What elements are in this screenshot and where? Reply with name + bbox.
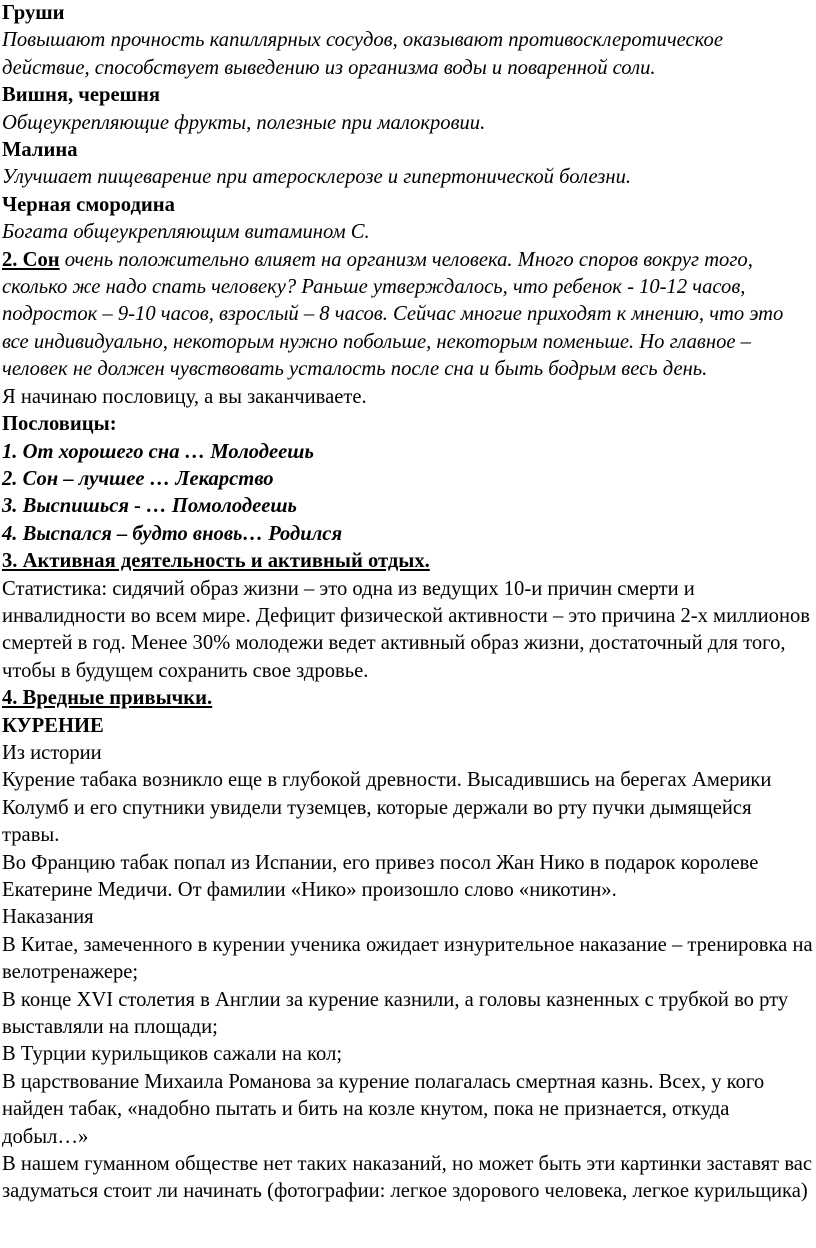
fruit-name-cherry: Вишня, черешня bbox=[2, 84, 161, 107]
proverb-intro: Я начинаю пословицу, а вы заканчиваете. bbox=[2, 385, 367, 408]
proverb-item: 1. От хорошего сна … Молодеешь bbox=[2, 440, 314, 463]
sleep-paragraph bbox=[2, 247, 814, 384]
sleep-text: очень положительно влияет на организм человека. Много споров вокруг того, сколько же надо спать человеку? Раньше утверждалось, что ребенок - 10-12 часов, подросток – 9-10 часов, взрослый – 8 часов. Сейчас многие приходят к мнению, что это все индивидуально, некоторым нужно побольше, некоторым поменьше. Но главное – человек не должен чувствовать усталость после сна и быть бодрым весь день. bbox=[2, 248, 784, 381]
fruit-desc-cherry: Общеукрепляющие фрукты, полезные при малокровии. bbox=[2, 111, 486, 134]
sleep-heading: 2. Сон bbox=[2, 248, 60, 271]
smoking-title: КУРЕНИЕ bbox=[2, 714, 104, 737]
habits-heading: 4. Вредные привычки. bbox=[2, 687, 213, 710]
fruit-name-pears: Груши bbox=[2, 2, 65, 24]
punishment-item: В царствование Михаила Романова за курение полагалась смертная казнь. Всех, у кого найден табак, «надобно пытать и бить на козле кнутом, пока не признается, откуда добыл…» bbox=[2, 1070, 765, 1148]
fruit-name-raspberry: Малина bbox=[2, 139, 78, 162]
history-paragraph: Курение табака возникло еще в глубокой древности. Высадившись на берегах Америки Колумб и его спутники увидели туземцев, которые держали во рту пучки дымящейся травы. bbox=[2, 769, 772, 847]
proverb-item: 2. Сон – лучшее … Лекарство bbox=[2, 467, 274, 490]
history-label: Из истории bbox=[2, 741, 102, 764]
fruit-name-blackcurrant: Черная смородина bbox=[2, 193, 175, 216]
punishments-label: Наказания bbox=[2, 906, 94, 929]
proverb-item: 4. Выспался – будто вновь… Родился bbox=[2, 522, 343, 545]
history-paragraph: Во Францию табак попал из Испании, его привез посол Жан Нико в подарок королеве Екатерине Медичи. От фамилии «Нико» произошло слово «никотин». bbox=[2, 851, 759, 901]
activity-text: Статистика: сидячий образ жизни – это одна из ведущих 10-и причин смерти и инвалидности во всем мире. Дефицит физической активности – это причина 2-х миллионов смертей в год. Менее 30% молодежи ведет активный образ жизни, достаточный для того, чтобы в будущем сохранить свое здровье. bbox=[2, 577, 811, 682]
proverbs-title: Пословицы: bbox=[2, 413, 117, 436]
fruit-desc-blackcurrant: Богата общеукрепляющим витамином С. bbox=[2, 221, 370, 244]
activity-heading: 3. Активная деятельность и активный отдых. bbox=[2, 550, 430, 573]
fruit-desc-pears: Повышают прочность капиллярных сосудов, оказывают противосклеротическое действие, способствует выведению из организма воды и поваренной соли. bbox=[2, 29, 723, 79]
punishment-item: В конце XVI столетия в Англии за курение казнили, а головы казненных с трубкой во рту выставляли на площади; bbox=[2, 988, 789, 1039]
punishment-item: В нашем гуманном обществе нет таких наказаний, но может быть эти картинки заставят вас задуматься стоит ли начинать (фотографии: легкое здорового человека, легкое курильщика) bbox=[2, 1153, 813, 1203]
punishment-item: В Турции курильщиков сажали на кол; bbox=[2, 1043, 343, 1066]
proverb-item: 3. Выспишься - … Помолодеешь bbox=[2, 495, 297, 518]
punishment-item: В Китае, замеченного в курении ученика ожидает изнурительное наказание – тренировка на велотренажере; bbox=[2, 933, 813, 984]
fruit-desc-raspberry: Улучшает пищеварение при атеросклерозе и гипертонической болезни. bbox=[2, 166, 632, 189]
